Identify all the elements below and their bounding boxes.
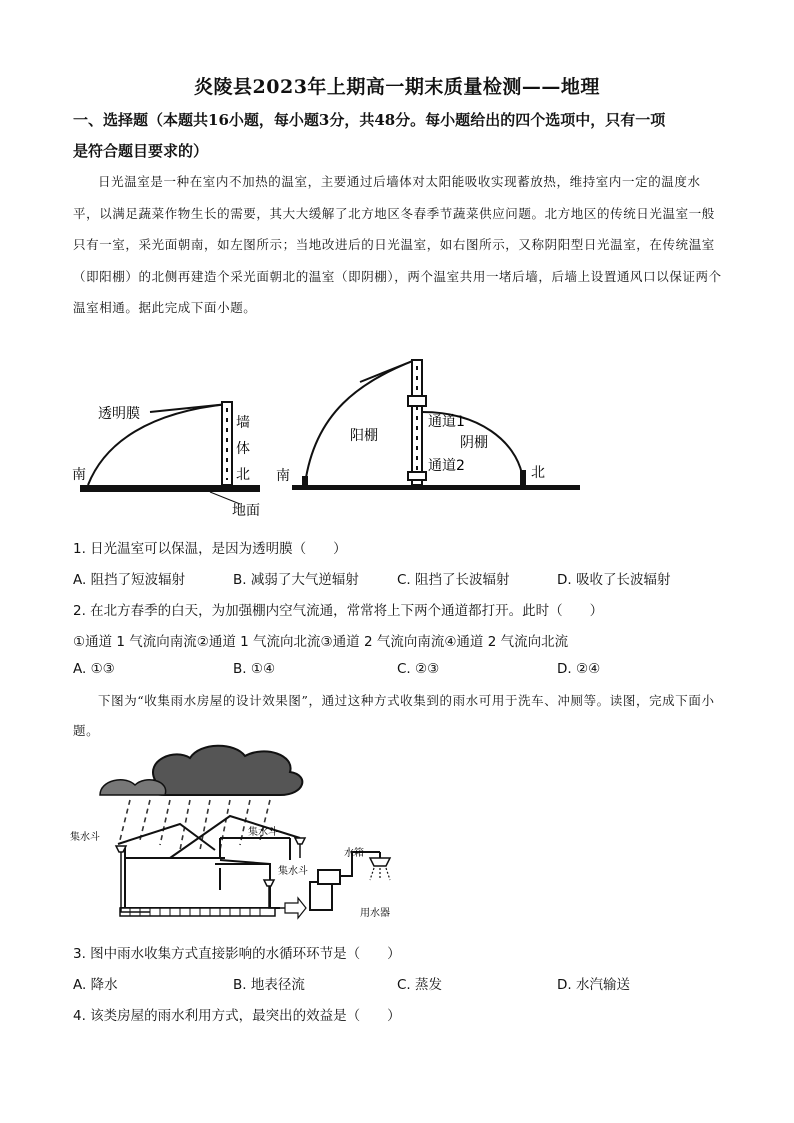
yin-yang-greenhouse-diagram — [276, 360, 580, 490]
shower-head-icon — [370, 858, 390, 866]
left-ground — [80, 485, 260, 492]
question-1: 1. 日光温室可以保温，是因为透明膜（ ） — [73, 541, 347, 557]
q3-option-b[interactable]: B. 地表径流 — [233, 977, 305, 993]
right-ground — [292, 485, 580, 490]
rainwater-house-figure — [70, 740, 400, 930]
q1-option-c[interactable]: C. 阻挡了长波辐射 — [397, 572, 510, 588]
svg-text:北: 北 — [531, 465, 545, 481]
page-title: 炎陵县2023年上期高一期末质量检测——地理 — [194, 76, 600, 98]
q3-option-c[interactable]: C. 蒸发 — [397, 977, 443, 993]
svg-text:集水斗: 集水斗 — [248, 827, 278, 838]
question-3: 3. 图中雨水收集方式直接影响的水循环环节是（ ） — [73, 946, 401, 962]
q2-option-d[interactable]: D. ②④ — [557, 661, 601, 677]
svg-text:体: 体 — [236, 441, 250, 457]
gutter-3-icon — [264, 880, 274, 886]
svg-text:南: 南 — [72, 467, 86, 483]
q1-option-d[interactable]: D. 吸收了长波辐射 — [557, 572, 671, 588]
traditional-greenhouse-diagram — [72, 402, 260, 519]
svg-text:集水斗: 集水斗 — [278, 866, 308, 877]
label-film: 透明膜 — [98, 406, 140, 422]
label-ground: 地面 — [232, 503, 260, 519]
svg-text:水箱: 水箱 — [344, 848, 364, 859]
gutter-2-icon — [295, 838, 305, 844]
q3-option-a[interactable]: A. 降水 — [73, 977, 118, 993]
passage-greenhouse: 日光温室是一种在室内不加热的温室，主要通过后墙体对太阳能吸收实现蓄放热，维持室内一定的温度水平，以满足蔬菜作物生长的需要，其大大缓解了北方地区冬春季节蔬菜供应问题。北方地区的传统日光温室一般只有一室，采光面朝南，如左图所示；当地改进后的日光温室，如右图所示，又称阴阳型日光温室，在传统温室（即阳棚）的北侧再建造个采光面朝北的温室（即阴棚），两个温室共用一堵后墙，后墙上设置通风口以保证两个温室相通。据此完成下面小题。 — [73, 174, 722, 315]
svg-text:阴棚: 阴棚 — [460, 435, 488, 451]
question-2: 2. 在北方春季的白天，为加强棚内空气流通，常常将上下两个通道都打开。此时（ ） — [73, 603, 604, 619]
q1-option-a[interactable]: A. 阻挡了短波辐射 — [73, 572, 186, 588]
q2-option-b[interactable]: B. ①④ — [233, 661, 276, 677]
section-heading-line2: 是符合题目要求的） — [73, 142, 209, 160]
passage-rainwater: 下图为“收集雨水房屋的设计效果图”，通过这种方式收集到的雨水可用于洗车、冲厕等。读图，完成下面小题。 — [73, 693, 715, 738]
tank-icon — [310, 882, 332, 910]
svg-text:阳棚: 阳棚 — [350, 428, 378, 444]
yang-shed-curve — [305, 360, 415, 484]
svg-text:墙: 墙 — [236, 415, 250, 431]
greenhouse-figure — [60, 352, 580, 520]
question-2-statements: ①通道 1 气流向南流②通道 1 气流向北流③通道 2 气流向南流④通道 2 气流向北流 — [73, 634, 569, 650]
question-4: 4. 该类房屋的雨水利用方式，最突出的效益是（ ） — [73, 1008, 401, 1024]
rain-icon — [120, 800, 270, 850]
svg-text:通道1: 通道1 — [428, 414, 465, 430]
channel-1-vent — [408, 396, 426, 406]
svg-text:通道2: 通道2 — [428, 458, 465, 474]
svg-text:用水器: 用水器 — [360, 908, 390, 919]
q3-option-d[interactable]: D. 水汽输送 — [557, 977, 630, 993]
left-wall — [222, 402, 232, 485]
flow-arrow-icon — [285, 898, 306, 918]
svg-text:北: 北 — [236, 467, 250, 483]
section-heading-line1: 一、选择题（本题共16小题，每小题3分，共48分。每小题给出的四个选项中，只有一项 — [73, 111, 666, 129]
svg-text:南: 南 — [276, 468, 290, 484]
q1-option-b[interactable]: B. 减弱了大气逆辐射 — [233, 572, 359, 588]
channel-2-vent — [408, 472, 426, 480]
svg-text:集水斗: 集水斗 — [70, 832, 100, 843]
q2-option-c[interactable]: C. ②③ — [397, 661, 440, 677]
rain-cloud-icon — [146, 746, 302, 795]
q2-option-a[interactable]: A. ①③ — [73, 661, 115, 677]
